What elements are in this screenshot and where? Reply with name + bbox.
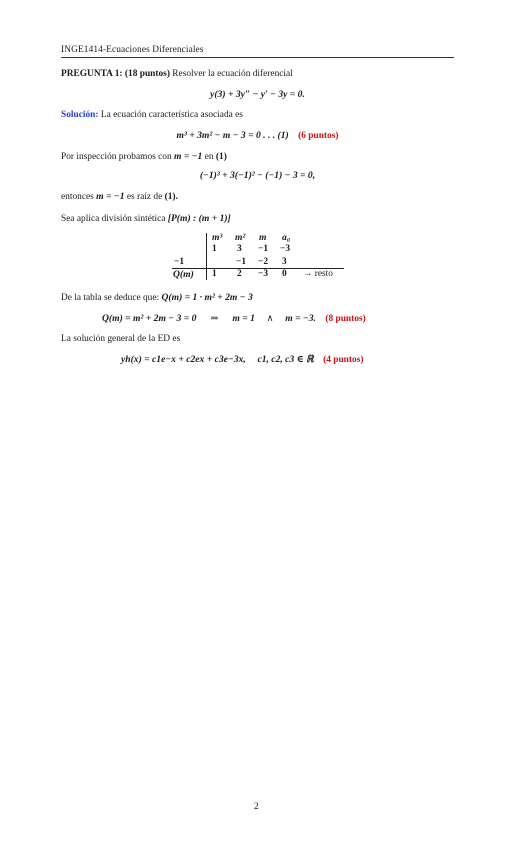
- header-rule: [61, 57, 454, 58]
- solution-label: Solución:: [61, 110, 99, 120]
- table-result-label: Q(m): [173, 269, 194, 280]
- table-vertical-rule: [206, 233, 207, 280]
- table-cell: −1: [258, 244, 269, 254]
- question-label: PREGUNTA 1:: [61, 69, 123, 79]
- root-one: m = 1: [232, 313, 255, 324]
- division-text: Sea aplica división sintética: [61, 214, 166, 224]
- deduce-text: De la tabla se deduce que:: [61, 293, 160, 303]
- deduce-line: [61, 292, 253, 305]
- factor-equation-line: [102, 313, 366, 326]
- table-cell: 1: [212, 244, 217, 254]
- inspection-value: m = −1: [174, 151, 203, 162]
- characteristic-points: (6 puntos): [298, 131, 339, 141]
- characteristic-equation-line: [0, 130, 515, 143]
- root-line: [61, 191, 178, 204]
- inspection-text: Por inspección probamos con: [61, 152, 172, 162]
- table-cell: −3: [280, 244, 291, 254]
- solution-intro-line: [61, 110, 243, 122]
- table-remainder-arrow: → resto: [303, 269, 333, 279]
- table-cell: 0: [282, 269, 287, 279]
- and-symbol: ∧: [266, 314, 274, 324]
- inspection-line: [61, 151, 227, 164]
- inspection-in: en: [204, 152, 214, 162]
- table-header-cell: m²: [235, 232, 246, 243]
- general-solution-intro: La solución general de la ED es: [61, 334, 181, 344]
- table-header-cell: m: [259, 232, 267, 243]
- table-cell: −1: [236, 257, 247, 267]
- then-value: m = −1: [96, 191, 125, 202]
- factor-equation: Q(m) = m² + 2m − 3 = 0: [102, 313, 197, 324]
- question-points: (18 puntos): [124, 69, 170, 79]
- root-text: es raíz de: [126, 192, 163, 202]
- synthetic-division-table: [172, 232, 347, 282]
- root-two: m = −3.: [285, 313, 316, 324]
- factor-points: (8 puntos): [325, 314, 366, 324]
- table-header-cell: a₀: [282, 232, 291, 243]
- general-solution-line: [121, 354, 363, 367]
- page-number: 2: [254, 802, 259, 812]
- table-header-cell: m³: [212, 232, 223, 243]
- inspection-ref: (1): [215, 152, 227, 162]
- table-cell: 1: [212, 269, 217, 279]
- table-cell: −3: [258, 269, 269, 279]
- root-ref: (1).: [164, 192, 178, 202]
- table-cell: −2: [258, 257, 269, 267]
- substitution-equation: (−1)³ + 3(−1)² − (−1) − 3 = 0,: [199, 170, 316, 181]
- table-divisor: −1: [174, 257, 185, 267]
- question-line: [61, 69, 293, 81]
- question-statement: Resolver la ecuación diferencial: [172, 69, 293, 79]
- division-expression: [P(m) : (m + 1)]: [167, 213, 231, 224]
- course-title: INGE1414-Ecuaciones Diferenciales: [61, 45, 204, 55]
- division-line: [61, 213, 231, 226]
- general-points: (4 puntos): [323, 355, 364, 365]
- general-solution: yh(x) = c1e−x + c2ex + c3e−3x,: [121, 354, 246, 365]
- table-cell: 2: [237, 269, 242, 279]
- table-cell: 3: [237, 244, 242, 254]
- constants-domain: c1, c2, c3 ∈ ℝ: [257, 354, 314, 365]
- then-text: entonces: [61, 192, 94, 202]
- running-header: [61, 45, 204, 57]
- characteristic-equation: m³ + 3m² − m − 3 = 0 . . . (1): [176, 130, 289, 141]
- deduce-expression: Q(m) = 1 · m² + 2m − 3: [161, 292, 253, 303]
- ode-equation: y(3) + 3y″ − y′ − 3y = 0.: [210, 89, 305, 100]
- table-cell: 3: [282, 257, 287, 267]
- solution-intro: La ecuación característica asociada es: [100, 110, 243, 120]
- implies-symbol: ⇒: [210, 314, 219, 324]
